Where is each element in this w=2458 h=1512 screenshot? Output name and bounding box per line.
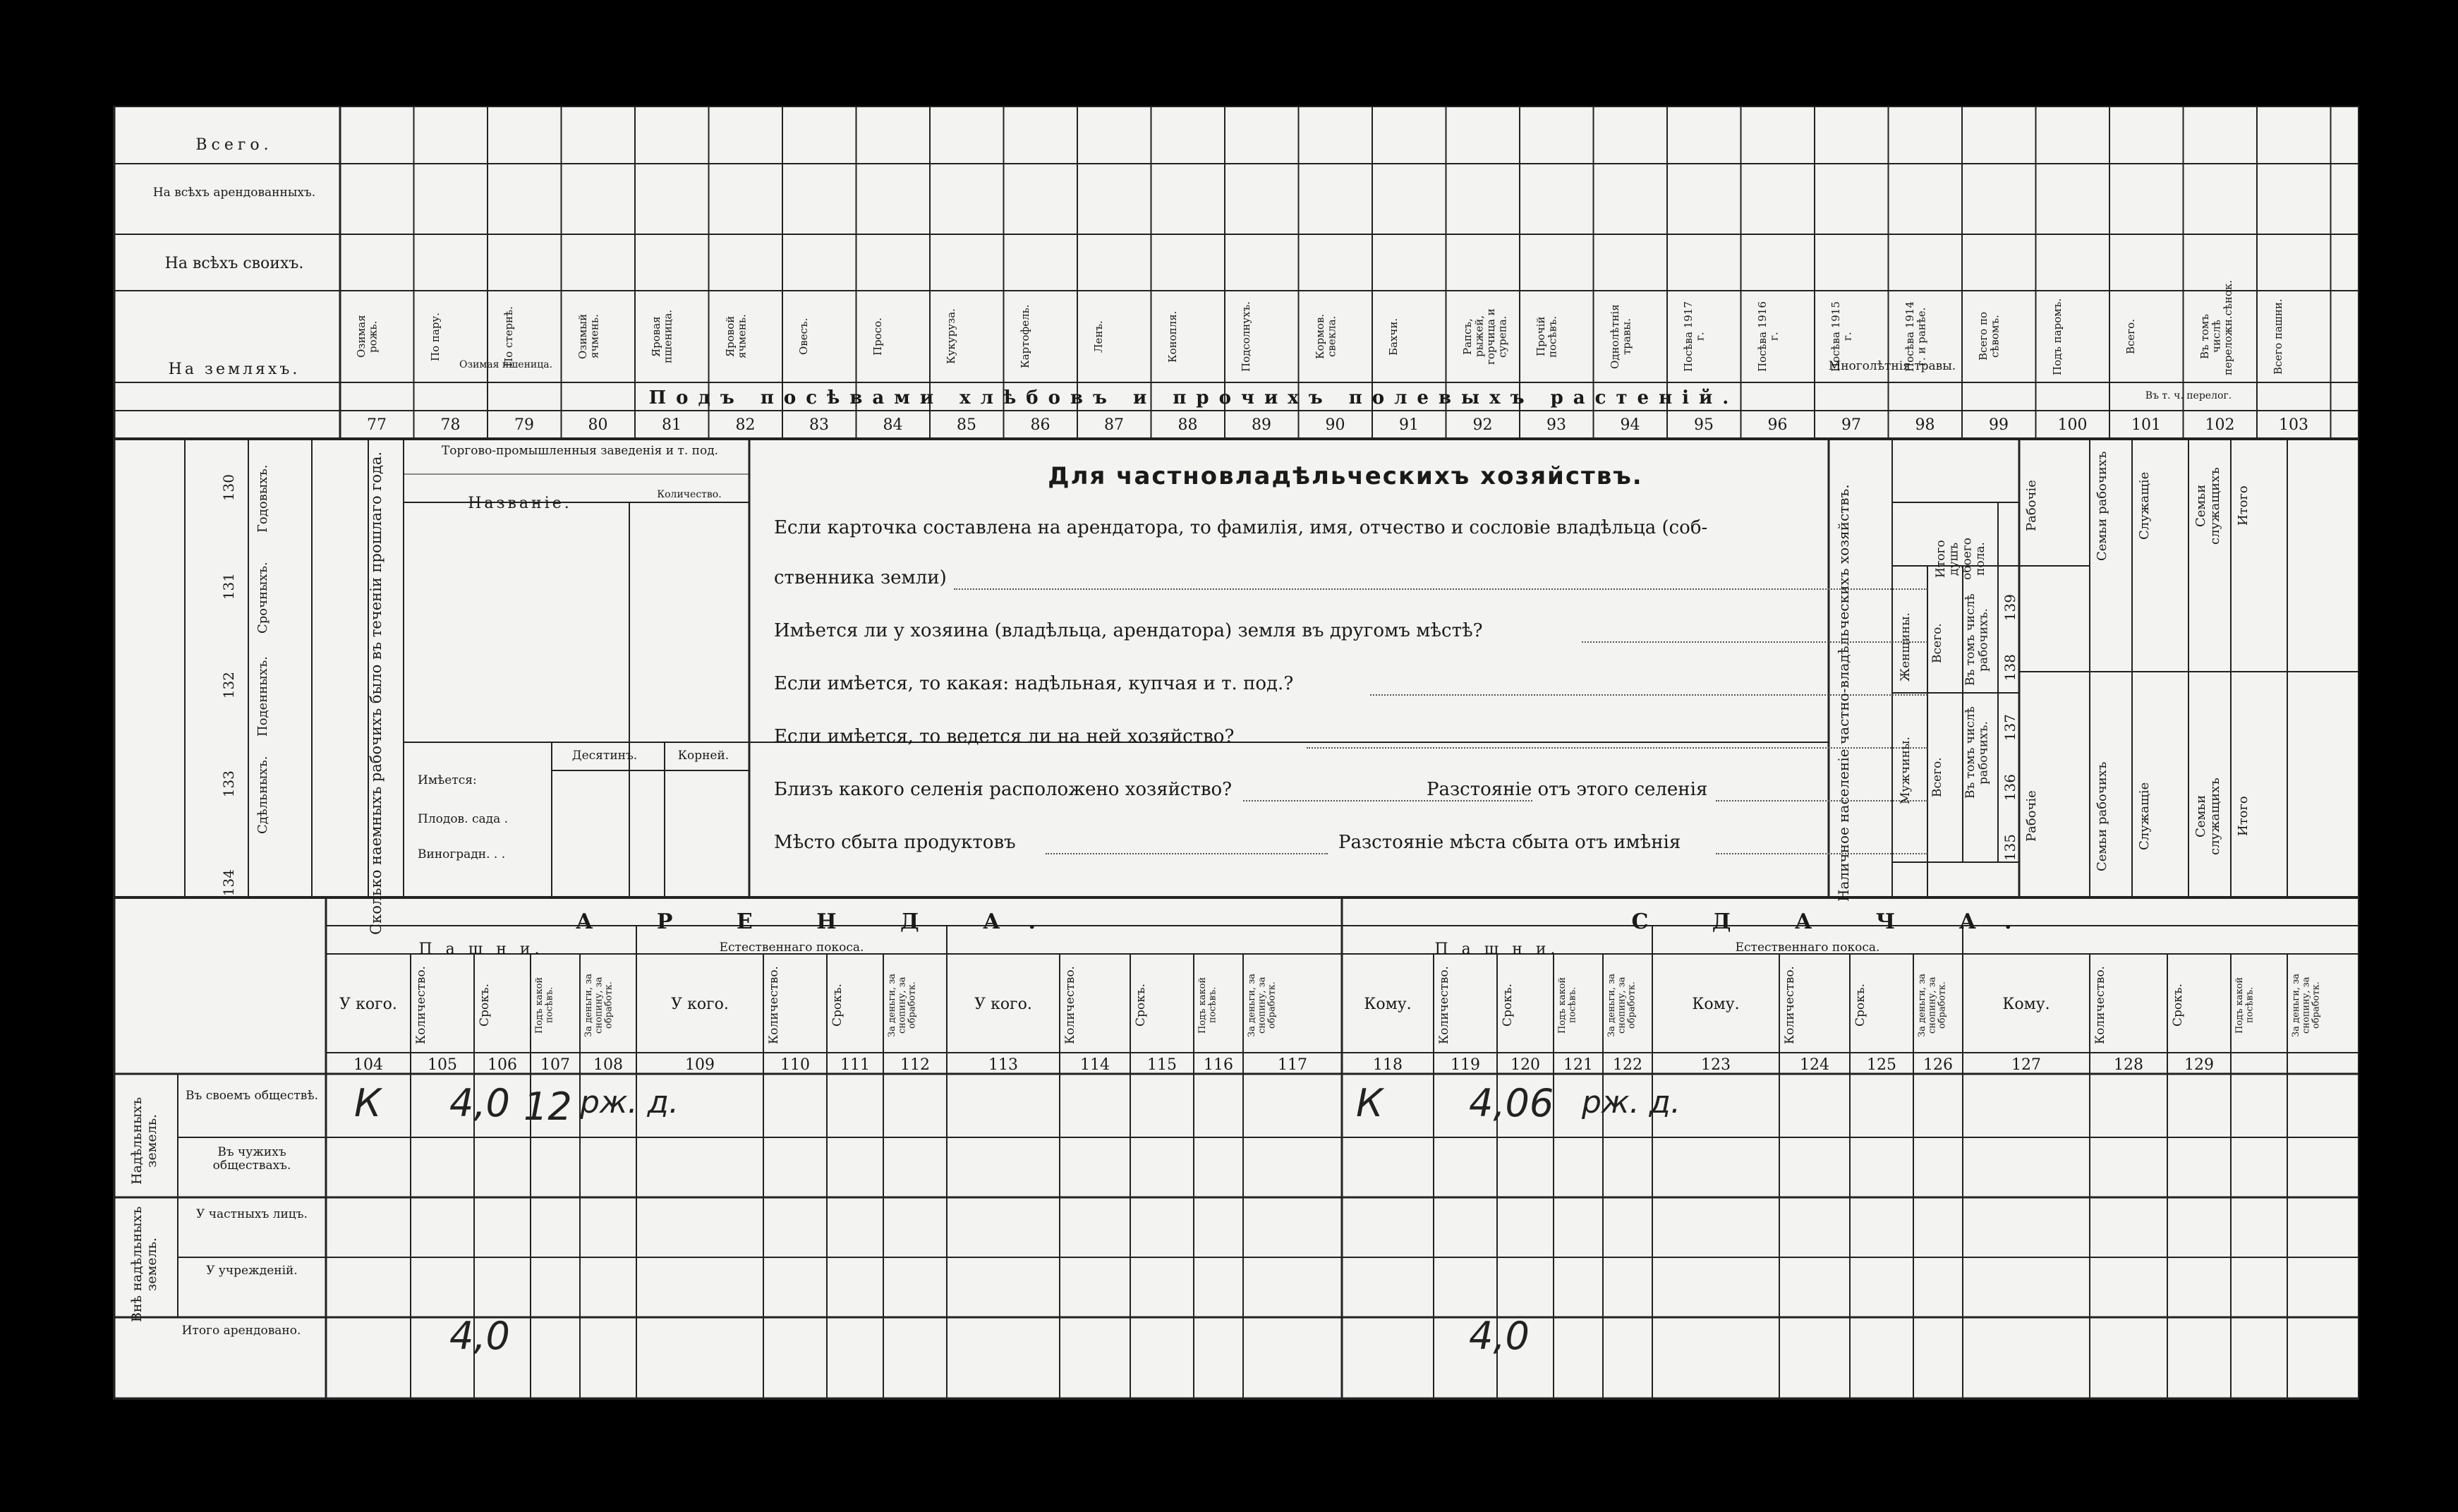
arenda-pashni: П а ш н и. — [418, 941, 544, 958]
lease-num-108: 108 — [593, 1056, 623, 1074]
sdacha-pashni: П а ш н и. — [1434, 941, 1560, 958]
crop-num-6: 82 — [735, 416, 756, 434]
crop-col-4: Озимый ячмень. — [576, 313, 600, 360]
lease-num-111: 111 — [840, 1056, 870, 1074]
crop-num-27: 103 — [2279, 416, 2308, 434]
crop-num-20: 96 — [1767, 416, 1788, 434]
crop-col-12: Конопля. — [1166, 310, 1179, 363]
crop-col-19: Посѣва 1917 г. — [1682, 301, 1707, 372]
pop-right-bottom-4: Семьи служащихъ — [2193, 778, 2222, 855]
lease-num-128: 128 — [2114, 1056, 2143, 1074]
pop-num-137: 137 — [2002, 714, 2018, 742]
crop-col-25: Всего. — [2124, 319, 2137, 354]
row-label-lands: На земляхъ. — [168, 361, 301, 378]
pop-right-top-2: Семьи рабочихъ — [2095, 451, 2109, 561]
crop-col-18: Однолѣтнія травы. — [1608, 304, 1633, 369]
lease-head-18: Подъ какой посѣвъ. — [1557, 976, 1578, 1034]
trade-qty-col: Количество. — [657, 489, 722, 500]
hw-qty2: 4,06 — [1469, 1081, 1554, 1125]
lease-num-119: 119 — [1451, 1056, 1480, 1074]
lease-head-4: Подъ какой посѣвъ. — [534, 976, 555, 1034]
group-fallow: Въ т. ч. перелог. — [2145, 390, 2232, 401]
lease-num-124: 124 — [1800, 1056, 1829, 1074]
census-card-sheet — [113, 106, 2359, 1400]
private-q1b: ственника земли) — [774, 567, 947, 588]
lease-head-6: У кого. — [671, 996, 729, 1013]
crop-num-14: 90 — [1325, 416, 1345, 434]
crop-num-22: 98 — [1915, 416, 1935, 434]
crop-col-1: Озимая рожь. — [355, 315, 380, 358]
lease-num-126: 126 — [1923, 1056, 1953, 1074]
labor-col-2: Срочныхъ. — [255, 562, 270, 634]
lease-head-15: Кому. — [1364, 996, 1412, 1013]
crops-banner: Подъ посѣвами хлѣбовъ и прочихъ полевыхъ растеній. — [648, 387, 1739, 409]
crop-num-13: 89 — [1252, 416, 1271, 434]
row-total-leased: Итого арендовано. — [181, 1324, 301, 1338]
crop-col-22: Посѣва 1914 г. и ранѣе. — [1903, 301, 1927, 372]
row-private-persons: У частныхъ лицъ. — [196, 1207, 308, 1221]
crop-num-25: 101 — [2131, 416, 2161, 434]
crop-col-13: Подсолнухъ. — [1240, 301, 1252, 372]
crop-num-2: 78 — [440, 416, 461, 434]
labor-col-3: Поденныхъ. — [255, 656, 270, 737]
lease-num-106: 106 — [488, 1056, 517, 1074]
private-q5: Близъ какого селенія расположено хозяйство? — [774, 779, 1233, 800]
lease-num-120: 120 — [1510, 1056, 1540, 1074]
hw-what: рж. д. — [580, 1084, 679, 1120]
lease-head-14: За деньги, за снопину, за обработк. — [1247, 973, 1278, 1037]
crop-col-9: Кукуруза. — [945, 308, 957, 365]
group-winter-wheat: Озимая пшеница. — [459, 359, 553, 370]
lease-head-11: Количество. — [1063, 966, 1077, 1044]
crop-col-23: Всего по сѣвомъ. — [1977, 312, 2002, 361]
lease-num-109: 109 — [685, 1056, 715, 1074]
row-institutions: У учрежденій. — [206, 1264, 298, 1278]
pop-itogo-all: Итого душъ обоего пола. — [1934, 538, 1988, 580]
lease-num-113: 113 — [988, 1056, 1018, 1074]
pop-women-workers: Въ томъ числѣ рабочихъ. — [1963, 593, 1991, 687]
lease-num-123: 123 — [1701, 1056, 1731, 1074]
private-q6b: Разстояніе мѣста сбыта отъ имѣнія — [1338, 832, 1681, 853]
crop-col-20: Посѣва 1916 г. — [1755, 301, 1780, 372]
vne-label: Внѣ надѣльныхъ земель. — [129, 1206, 159, 1323]
lease-num-115: 115 — [1147, 1056, 1177, 1074]
pop-women-total: Всего. — [1930, 623, 1944, 664]
crop-col-15: Бахчи. — [1387, 317, 1400, 356]
arenda-pokos: Естественнаго покоса. — [719, 941, 864, 955]
crop-col-7: Овесъ. — [797, 317, 810, 356]
lease-head-8: Срокъ. — [830, 984, 844, 1027]
trade-orchard: Плодов. сада . — [418, 812, 509, 826]
lease-num-117: 117 — [1278, 1056, 1307, 1074]
trade-has: Имѣется: — [418, 773, 477, 787]
group-perennial-grass: Многолѣтнія травы. — [1828, 359, 1956, 373]
pop-men-total: Всего. — [1930, 757, 1944, 798]
pop-right-bottom-1: Рабочіе — [2024, 790, 2039, 842]
crop-num-10: 86 — [1030, 416, 1051, 434]
labor-num-133: 133 — [220, 770, 237, 798]
labor-title: Сколько наемныхъ рабочихъ было въ теченіи прошлаго года. — [368, 451, 385, 935]
lease-num-112: 112 — [900, 1056, 930, 1074]
lease-num-127: 127 — [2011, 1056, 2041, 1074]
crop-col-16: Рапсъ, рыжей, горчица и сурепа. — [1460, 308, 1508, 365]
pop-right-top-4: Семьи служащихъ — [2193, 467, 2222, 545]
lease-num-105: 105 — [428, 1056, 457, 1074]
row-label-leased: На всѣхъ арендованныхъ. — [152, 186, 316, 200]
crop-col-5: Яровая пшеница. — [650, 309, 674, 364]
lease-num-129: 129 — [2184, 1056, 2214, 1074]
crop-num-23: 99 — [1989, 416, 2009, 434]
crop-col-10: Картофель. — [1018, 304, 1031, 369]
lease-head-3: Срокъ. — [478, 984, 492, 1027]
crop-num-26: 102 — [2205, 416, 2235, 434]
private-title: Для частновладѣльческихъ хозяйствъ. — [1048, 462, 1643, 490]
hw-what2: рж. д. — [1582, 1084, 1681, 1120]
pop-right-top-3: Служащіе — [2137, 471, 2152, 540]
lease-num-114: 114 — [1080, 1056, 1110, 1074]
labor-num-131: 131 — [220, 573, 237, 600]
lease-num-104: 104 — [353, 1056, 383, 1074]
lease-head-22: Срокъ. — [1853, 984, 1867, 1027]
labor-num-132: 132 — [220, 672, 237, 699]
sdacha-title: С Д А Ч А. — [1631, 909, 2040, 934]
crop-num-7: 83 — [809, 416, 829, 434]
answer-line-4[interactable] — [1307, 746, 1927, 749]
pop-right-bottom-2: Семьи рабочихъ — [2095, 761, 2109, 871]
lease-head-24: Кому. — [2002, 996, 2050, 1013]
crop-num-18: 94 — [1620, 416, 1640, 434]
crop-num-17: 93 — [1546, 416, 1566, 434]
trade-name-col: Названіе. — [468, 495, 572, 512]
pop-men-workers: Въ томъ числѣ рабочихъ. — [1963, 706, 1991, 799]
crop-num-19: 95 — [1694, 416, 1714, 434]
lease-num-118: 118 — [1373, 1056, 1403, 1074]
trade-title: Торгово-промышленныя заведенія и т. под. — [441, 444, 719, 458]
trade-korney: Корней. — [677, 749, 729, 763]
labor-num-130: 130 — [220, 474, 237, 502]
private-q5b: Разстояніе отъ этого селенія — [1427, 779, 1708, 800]
private-q2: Имѣется ли у хозяина (владѣльца, арендатора) земля въ другомъ мѣстѣ? — [774, 620, 1483, 641]
lease-head-20: Кому. — [1692, 996, 1740, 1013]
lease-head-26: Срокъ. — [2171, 984, 2185, 1027]
private-q1: Если карточка составлена на арендатора, то фамилія, имя, отчество и сословіе владѣльца (соб- — [774, 517, 1708, 538]
lease-num-116: 116 — [1204, 1056, 1233, 1074]
row-label-total: Всего. — [195, 136, 273, 154]
lease-head-17: Срокъ. — [1501, 984, 1515, 1027]
hw-term: 12 — [523, 1084, 572, 1129]
crop-num-15: 91 — [1399, 416, 1419, 434]
labor-num-134: 134 — [220, 869, 237, 897]
pop-right-bottom-3: Служащіе — [2137, 782, 2152, 851]
hw-qty: 4,0 — [449, 1081, 510, 1125]
answer-line-6[interactable] — [1046, 852, 1328, 854]
arenda-title: А Р Е Н Д А. — [576, 909, 1064, 934]
lease-num-121: 121 — [1563, 1056, 1593, 1074]
crop-num-4: 80 — [588, 416, 608, 434]
crop-num-3: 79 — [514, 416, 534, 434]
crop-num-21: 97 — [1841, 416, 1861, 434]
lease-num-125: 125 — [1867, 1056, 1896, 1074]
hw-to: К — [1356, 1081, 1384, 1125]
crop-num-24: 100 — [2057, 416, 2088, 434]
trade-desyatin: Десятинъ. — [571, 749, 638, 763]
private-q4: Если имѣется, то ведется ли на ней хозяйство? — [774, 726, 1235, 747]
population-title: Наличное населеніе частно-владѣльческихъ хозяйствъ. — [1835, 484, 1852, 902]
lease-head-19: За деньги, за снопину, за обработк. — [1606, 973, 1637, 1037]
labor-col-1: Годовыхъ. — [255, 464, 270, 533]
crop-num-1: 77 — [367, 416, 387, 434]
pop-num-138: 138 — [2002, 654, 2018, 682]
lease-head-16: Количество. — [1437, 966, 1451, 1044]
crop-col-21: Посѣва 1915 г. — [1829, 301, 1854, 372]
private-q3: Если имѣется, то какая: надѣльная, купчая и т. под.? — [774, 673, 1294, 694]
crop-col-24: Подъ паромъ. — [2050, 298, 2064, 375]
pop-right-top-1: Рабочіе — [2024, 480, 2039, 532]
lease-head-21: Количество. — [1783, 966, 1797, 1044]
lease-head-9: За деньги, за снопину, за обработк. — [887, 973, 918, 1037]
lease-head-27: Подъ какой посѣвъ. — [2234, 976, 2256, 1034]
labor-col-4: Сдѣльныхъ. — [255, 756, 270, 835]
crop-col-3: По стернѣ. — [502, 306, 515, 367]
crop-col-17: Прочій посѣвъ. — [1534, 315, 1559, 358]
lease-head-12: Срокъ. — [1134, 984, 1148, 1027]
sdacha-pokos: Естественнаго покоса. — [1735, 941, 1880, 955]
row-label-own: На всѣхъ своихъ. — [164, 255, 304, 272]
crop-col-8: Просо. — [871, 317, 884, 356]
trade-vineyard: Виноградн. . . — [418, 847, 506, 861]
lease-head-25: Количество. — [2093, 966, 2107, 1044]
crop-num-8: 84 — [883, 416, 903, 434]
lease-num-107: 107 — [540, 1056, 570, 1074]
lease-head-10: У кого. — [974, 996, 1032, 1013]
lease-head-7: Количество. — [767, 966, 781, 1044]
lease-num-122: 122 — [1613, 1056, 1642, 1074]
crop-num-12: 88 — [1177, 416, 1198, 434]
hw-total2: 4,0 — [1469, 1314, 1530, 1358]
lease-head-13: Подъ какой посѣвъ. — [1197, 976, 1218, 1034]
row-other-society: Въ чужихъ обществахъ. — [212, 1145, 291, 1173]
pop-num-139: 139 — [2002, 594, 2018, 622]
nadel-label: Надѣльныхъ земель. — [129, 1096, 159, 1185]
lease-head-1: У кого. — [339, 996, 397, 1013]
pop-men: Мужчины. — [1899, 737, 1913, 804]
lease-head-28: За деньги, за снопину, за обработк. — [2291, 973, 2322, 1037]
crop-num-5: 81 — [662, 416, 682, 434]
pop-women: Женщины. — [1899, 612, 1913, 682]
crop-num-9: 85 — [957, 416, 976, 434]
crop-col-11: Ленъ. — [1092, 320, 1105, 353]
lease-head-2: Количество. — [414, 966, 428, 1044]
private-q6: Мѣсто сбыта продуктовъ — [774, 832, 1016, 853]
crop-col-26: Въ томъ числѣ переложн.сѣнок. — [2198, 279, 2234, 375]
lease-head-5: За деньги, за снопину, за обработк. — [583, 973, 614, 1037]
answer-line-1[interactable] — [954, 587, 1927, 590]
pop-num-136: 136 — [2002, 774, 2018, 802]
crop-col-27: Всего пашни. — [2272, 298, 2284, 375]
hw-who: К — [354, 1081, 382, 1125]
crop-num-16: 92 — [1472, 416, 1493, 434]
crop-col-6: Яровой ячмень. — [723, 314, 748, 359]
pop-num-135: 135 — [2002, 834, 2018, 861]
row-own-society: Въ своемъ обществѣ. — [185, 1089, 319, 1103]
lease-num-110: 110 — [780, 1056, 810, 1074]
pop-right-top-5: Итого — [2236, 485, 2251, 526]
lease-head-23: За деньги, за снопину, за обработк. — [1917, 973, 1948, 1037]
crop-num-11: 87 — [1104, 416, 1124, 434]
crop-col-14: Кормов. свекла. — [1313, 313, 1338, 360]
hw-total1: 4,0 — [449, 1314, 510, 1358]
pop-right-bottom-5: Итого — [2236, 796, 2251, 837]
crop-col-2: По пару. — [428, 312, 442, 361]
